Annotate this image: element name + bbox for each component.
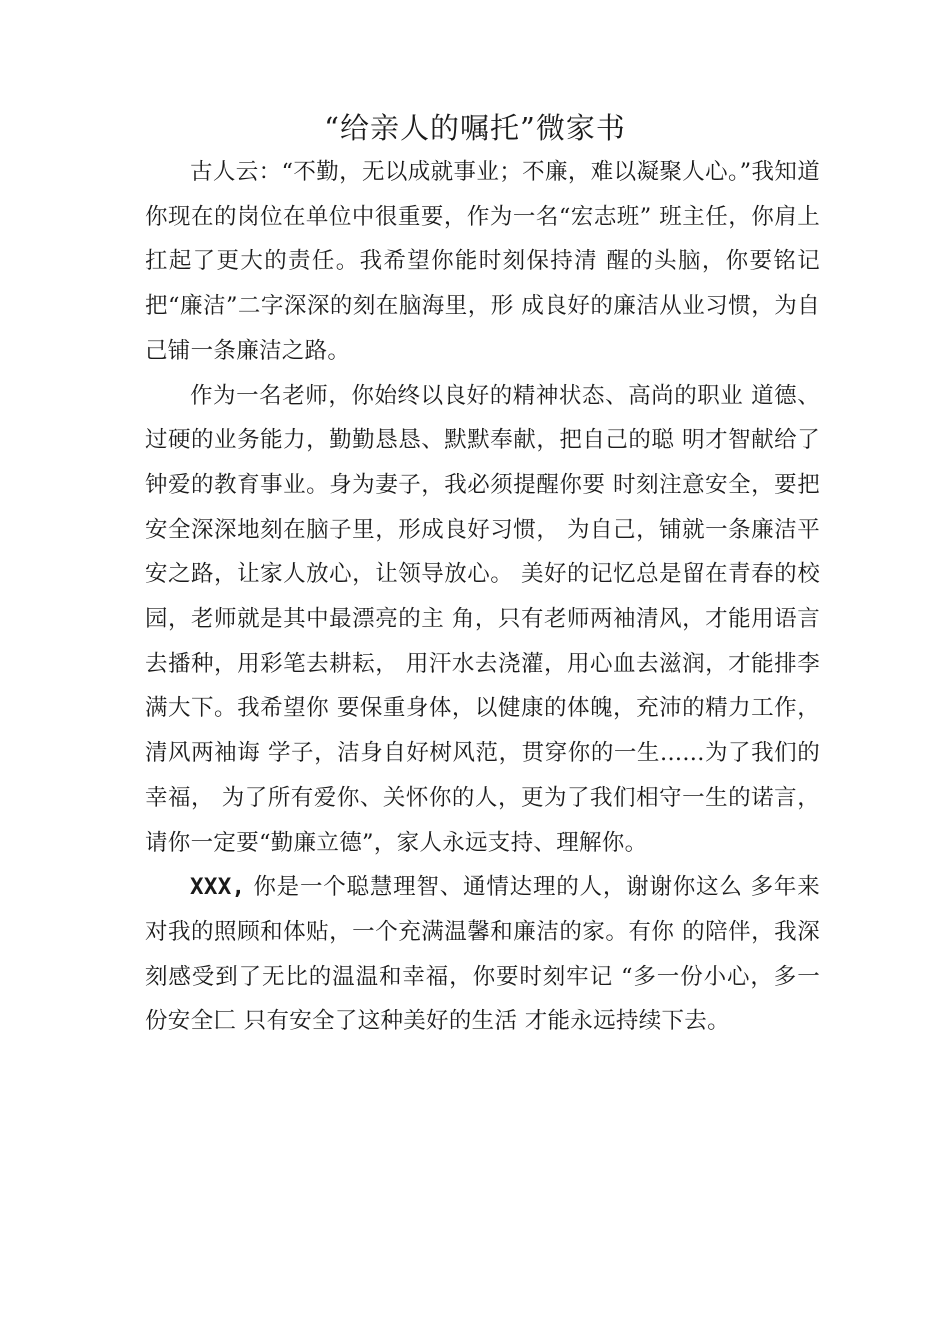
paragraph-3-text: 你是一个聪慧理智、通情达理的人，谢谢你这么 多年来对我的照顾和体贴，一个充满温馨和廉洁的家。有你 的陪伴，我深刻感受到了无比的温温和幸福，你要时刻牢记 “多一份小心，多一份安全匚 只有安全了这种美好的生活 才能永远持续下去。 [145,874,820,1035]
paragraph-3 [145,865,820,1044]
document-body [145,150,820,1044]
paragraph-2: 作为一名老师，你始终以良好的精神状态、高尚的职业 道德、过硬的业务能力，勤勤恳恳、默默奉献，把自己的聪 明才智献给了钟爱的教育事业。身为妻子，我必须提醒你要 时刻注意安全，要把安全深深地刻在脑子里，形成良好习惯， 为自己，铺就一条廉洁平安之路，让家人放心，让领导放心。 美好的记忆总是留在青春的校园，老师就是其中最漂亮的主 角，只有老师两袖清风，才能用语言去播种，用彩笔去耕耘， 用汗水去浇灌，用心血去滋润，才能排李满大下。我希望你 要保重身体，以健康的体魄，充沛的精力工作，清风两袖诲 学子，洁身自好树风范，贯穿你的一生......为了我们的幸福， 为了所有爱你、关怀你的人，更为了我们相守一生的诺言， 请你一定要“勤廉立德”，家人永远支持、理解你。 [145,382,820,856]
addressee-name: XXX, [190,874,246,901]
paragraph-1: 古人云：“不勤，无以成就事业；不廉，难以凝聚人心。”我知道你现在的岗位在单位中很重要，作为一名“宏志班” 班主任，你肩上扛起了更大的责任。我希望你能时刻保持清 醒的头脑，你要铭记把“廉洁”二字深深的刻在脑海里，形 成良好的廉洁从业习惯，为自己铺一条廉洁之路。 [145,159,820,364]
document-title: “给亲人的嘱托”微家书 [324,111,626,145]
